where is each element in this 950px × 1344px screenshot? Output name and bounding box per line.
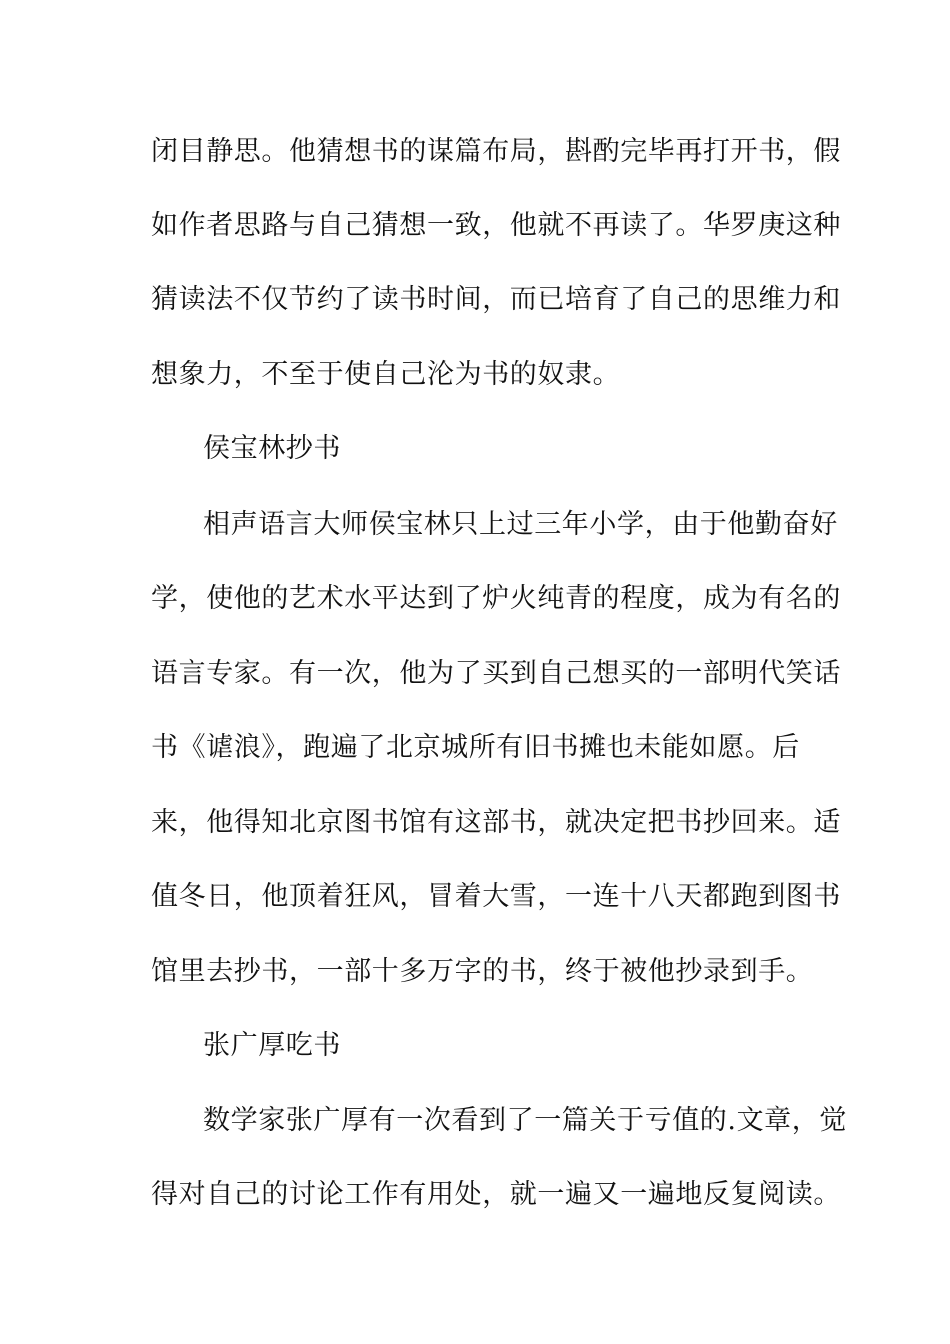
paragraph-line: 书《谑浪》，跑遍了北京城所有旧书摊也未能如愿。后 — [151, 732, 800, 763]
paragraph-line: 馆里去抄书，一部十多万字的书，终于被他抄录到手。 — [151, 956, 814, 987]
paragraph-line: 猜读法不仅节约了读书时间，而已培育了自己的思维力和 — [151, 284, 841, 315]
section-heading-zhang-guanghou: 张广厚吃书 — [203, 1030, 341, 1061]
paragraph-line: 相声语言大师侯宝林只上过三年小学，由于他勤奋好 — [203, 509, 838, 540]
paragraph-line: 语言专家。有一次，他为了买到自己想买的一部明代笑话 — [151, 658, 841, 689]
paragraph-line: 想象力，不至于使自己沦为书的奴隶。 — [151, 359, 621, 390]
paragraph-line: 值冬日，他顶着狂风，冒着大雪，一连十八天都跑到图书 — [151, 881, 841, 912]
paragraph-line: 学，使他的艺术水平达到了炉火纯青的程度，成为有名的 — [151, 583, 841, 614]
paragraph-line: 数学家张广厚有一次看到了一篇关于亏值的.文章，觉 — [203, 1105, 847, 1136]
paragraph-line: 如作者思路与自己猜想一致，他就不再读了。华罗庚这种 — [151, 210, 841, 241]
section-heading-hou-baolin: 侯宝林抄书 — [203, 433, 341, 464]
paragraph-line: 得对自己的讨论工作有用处，就一遍又一遍地反复阅读。 — [151, 1179, 841, 1210]
paragraph-line: 来，他得知北京图书馆有这部书，就决定把书抄回来。适 — [151, 807, 841, 838]
paragraph-line: 闭目静思。他猜想书的谋篇布局，斟酌完毕再打开书，假 — [151, 136, 841, 167]
